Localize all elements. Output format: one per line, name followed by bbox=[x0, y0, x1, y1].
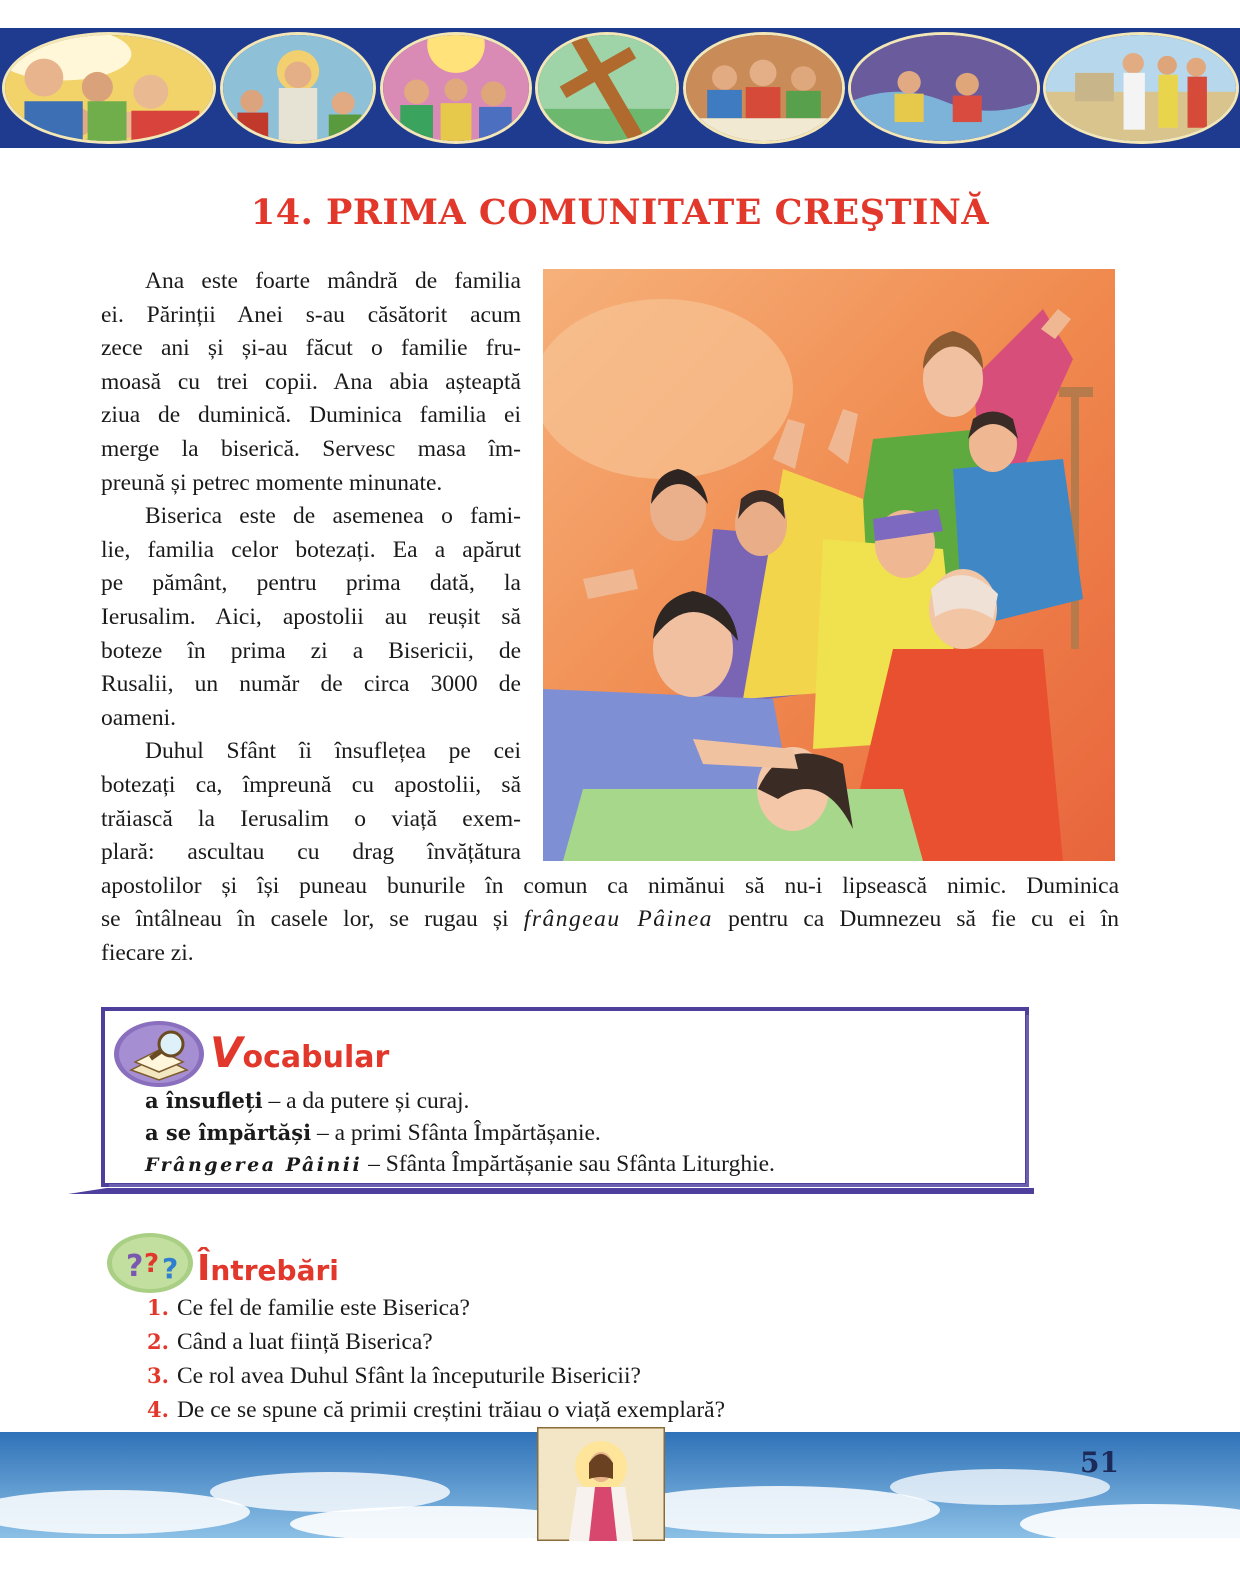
question-marks-icon bbox=[106, 1232, 194, 1294]
text-line: boteze în prima zi a Bisericii, de bbox=[101, 637, 521, 664]
text-line: Ana este foarte mândră de familia bbox=[145, 268, 521, 294]
storm-at-sea-illustration bbox=[848, 32, 1040, 144]
text-line: lie, familia celor botezați. Ea a apărut bbox=[101, 536, 521, 563]
top-banner bbox=[0, 28, 1240, 148]
jesus-portrait-illustration bbox=[537, 1427, 665, 1541]
vocabulary-term: a se împărtăși bbox=[145, 1120, 312, 1145]
text-line: botezați ca, împreună cu apostolii, să bbox=[101, 772, 521, 798]
vocabulary-entry bbox=[145, 1151, 775, 1178]
text-segment: pentru ca Dumnezeu să fie cu ei în bbox=[712, 906, 1119, 933]
heading-initial: V bbox=[210, 1028, 243, 1077]
question-number: 2. bbox=[147, 1329, 169, 1354]
italic-term: frângeau Pâinea bbox=[523, 906, 713, 933]
text-line: ei. Părinții Anei s-au căsătorit acum bbox=[101, 301, 521, 328]
text-line: Rusalii, un număr de circa 3000 de bbox=[101, 671, 521, 698]
question-number: 1. bbox=[147, 1295, 169, 1320]
heading-rest: ocabular bbox=[242, 1040, 390, 1075]
question-item bbox=[147, 1393, 725, 1427]
question-text: Ce rol avea Duhul Sfânt la începuturile Bisericii? bbox=[176, 1363, 641, 1389]
svg-text:?: ? bbox=[162, 1252, 179, 1285]
text-line: plară: ascultau cu drag învățătura bbox=[101, 839, 521, 866]
cross-illustration bbox=[535, 32, 679, 144]
svg-text:?: ? bbox=[144, 1249, 160, 1279]
text-line: ziua de duminică. Duminica familia ei bbox=[101, 402, 521, 429]
vocabulary-entry bbox=[145, 1088, 469, 1115]
questions-heading bbox=[197, 1248, 339, 1289]
text-line: moasă cu trei copii. Ana abia așteaptă bbox=[101, 368, 521, 395]
pentecost-illustration bbox=[380, 32, 532, 144]
text-line: pe pământ, pentru prima dată, la bbox=[101, 570, 521, 597]
heading-initial: Î bbox=[197, 1248, 211, 1289]
last-supper-illustration bbox=[683, 32, 845, 144]
page-number: 51 bbox=[1080, 1446, 1119, 1479]
disciples-walking-illustration bbox=[1043, 32, 1239, 144]
question-item bbox=[147, 1291, 725, 1325]
text-line: merge la biserică. Servesc masa îm- bbox=[101, 436, 521, 462]
family-scene-illustration bbox=[2, 32, 216, 144]
question-item bbox=[147, 1359, 725, 1393]
vocabulary-entry bbox=[145, 1120, 601, 1147]
vocabulary-separator: – bbox=[311, 1120, 335, 1146]
lesson-title: 14. PRIMA COMUNITATE CREŞTINĂ bbox=[250, 192, 990, 233]
pentecost-crowd-illustration bbox=[543, 269, 1115, 861]
vocabulary-definition: a primi Sfânta Împărtășanie. bbox=[334, 1120, 601, 1146]
text-line: Ierusalim. Aici, apostolii au reușit să bbox=[101, 604, 521, 630]
svg-text:?: ? bbox=[126, 1249, 144, 1284]
text-line: Biserica este de asemenea o fami- bbox=[145, 503, 521, 530]
vocabulary-heading bbox=[210, 1028, 389, 1077]
question-text: Când a luat ființă Biserica? bbox=[176, 1329, 433, 1355]
text-line: oameni. bbox=[101, 704, 177, 731]
question-item bbox=[147, 1325, 725, 1359]
question-number: 4. bbox=[147, 1397, 169, 1422]
text-line: Duhul Sfânt îi însuflețea pe cei bbox=[145, 738, 521, 765]
jesus-with-children-illustration bbox=[220, 32, 376, 144]
vocabulary-term: Frângerea Pâinii bbox=[145, 1154, 363, 1176]
question-number: 3. bbox=[147, 1363, 169, 1388]
text-line: trăiască la Ierusalim o viață exem- bbox=[101, 805, 521, 832]
text-line bbox=[101, 903, 1119, 937]
questions-list bbox=[147, 1291, 725, 1427]
vocabulary-definition: Sfânta Împărtășanie sau Sfânta Liturghie. bbox=[385, 1151, 775, 1177]
vocabulary-separator: – bbox=[362, 1151, 386, 1177]
vocabulary-definition: a da putere și curaj. bbox=[286, 1088, 470, 1114]
text-line: fiecare zi. bbox=[101, 940, 194, 966]
text-line: apostolilor și își puneau bunurile în comun ca nimănui să nu-i lipsească nimic. Duminica bbox=[101, 872, 1119, 899]
text-segment: se întâlneau în casele lor, se rugau și bbox=[101, 906, 524, 933]
heading-rest: ntrebări bbox=[210, 1254, 339, 1287]
vocabulary-box-shadow bbox=[68, 1188, 1034, 1194]
text-line: zece ani și și-au făcut o familie fru- bbox=[101, 335, 521, 362]
book-magnifier-icon bbox=[113, 1020, 205, 1088]
vocabulary-term: a însufleți bbox=[145, 1088, 263, 1113]
text-line: preună și petrec momente minunate. bbox=[101, 469, 443, 496]
vocabulary-separator: – bbox=[262, 1088, 287, 1114]
question-text: Ce fel de familie este Biserica? bbox=[176, 1295, 470, 1321]
question-text: De ce se spune că primii creștini trăiau o viață exemplară? bbox=[176, 1397, 726, 1423]
